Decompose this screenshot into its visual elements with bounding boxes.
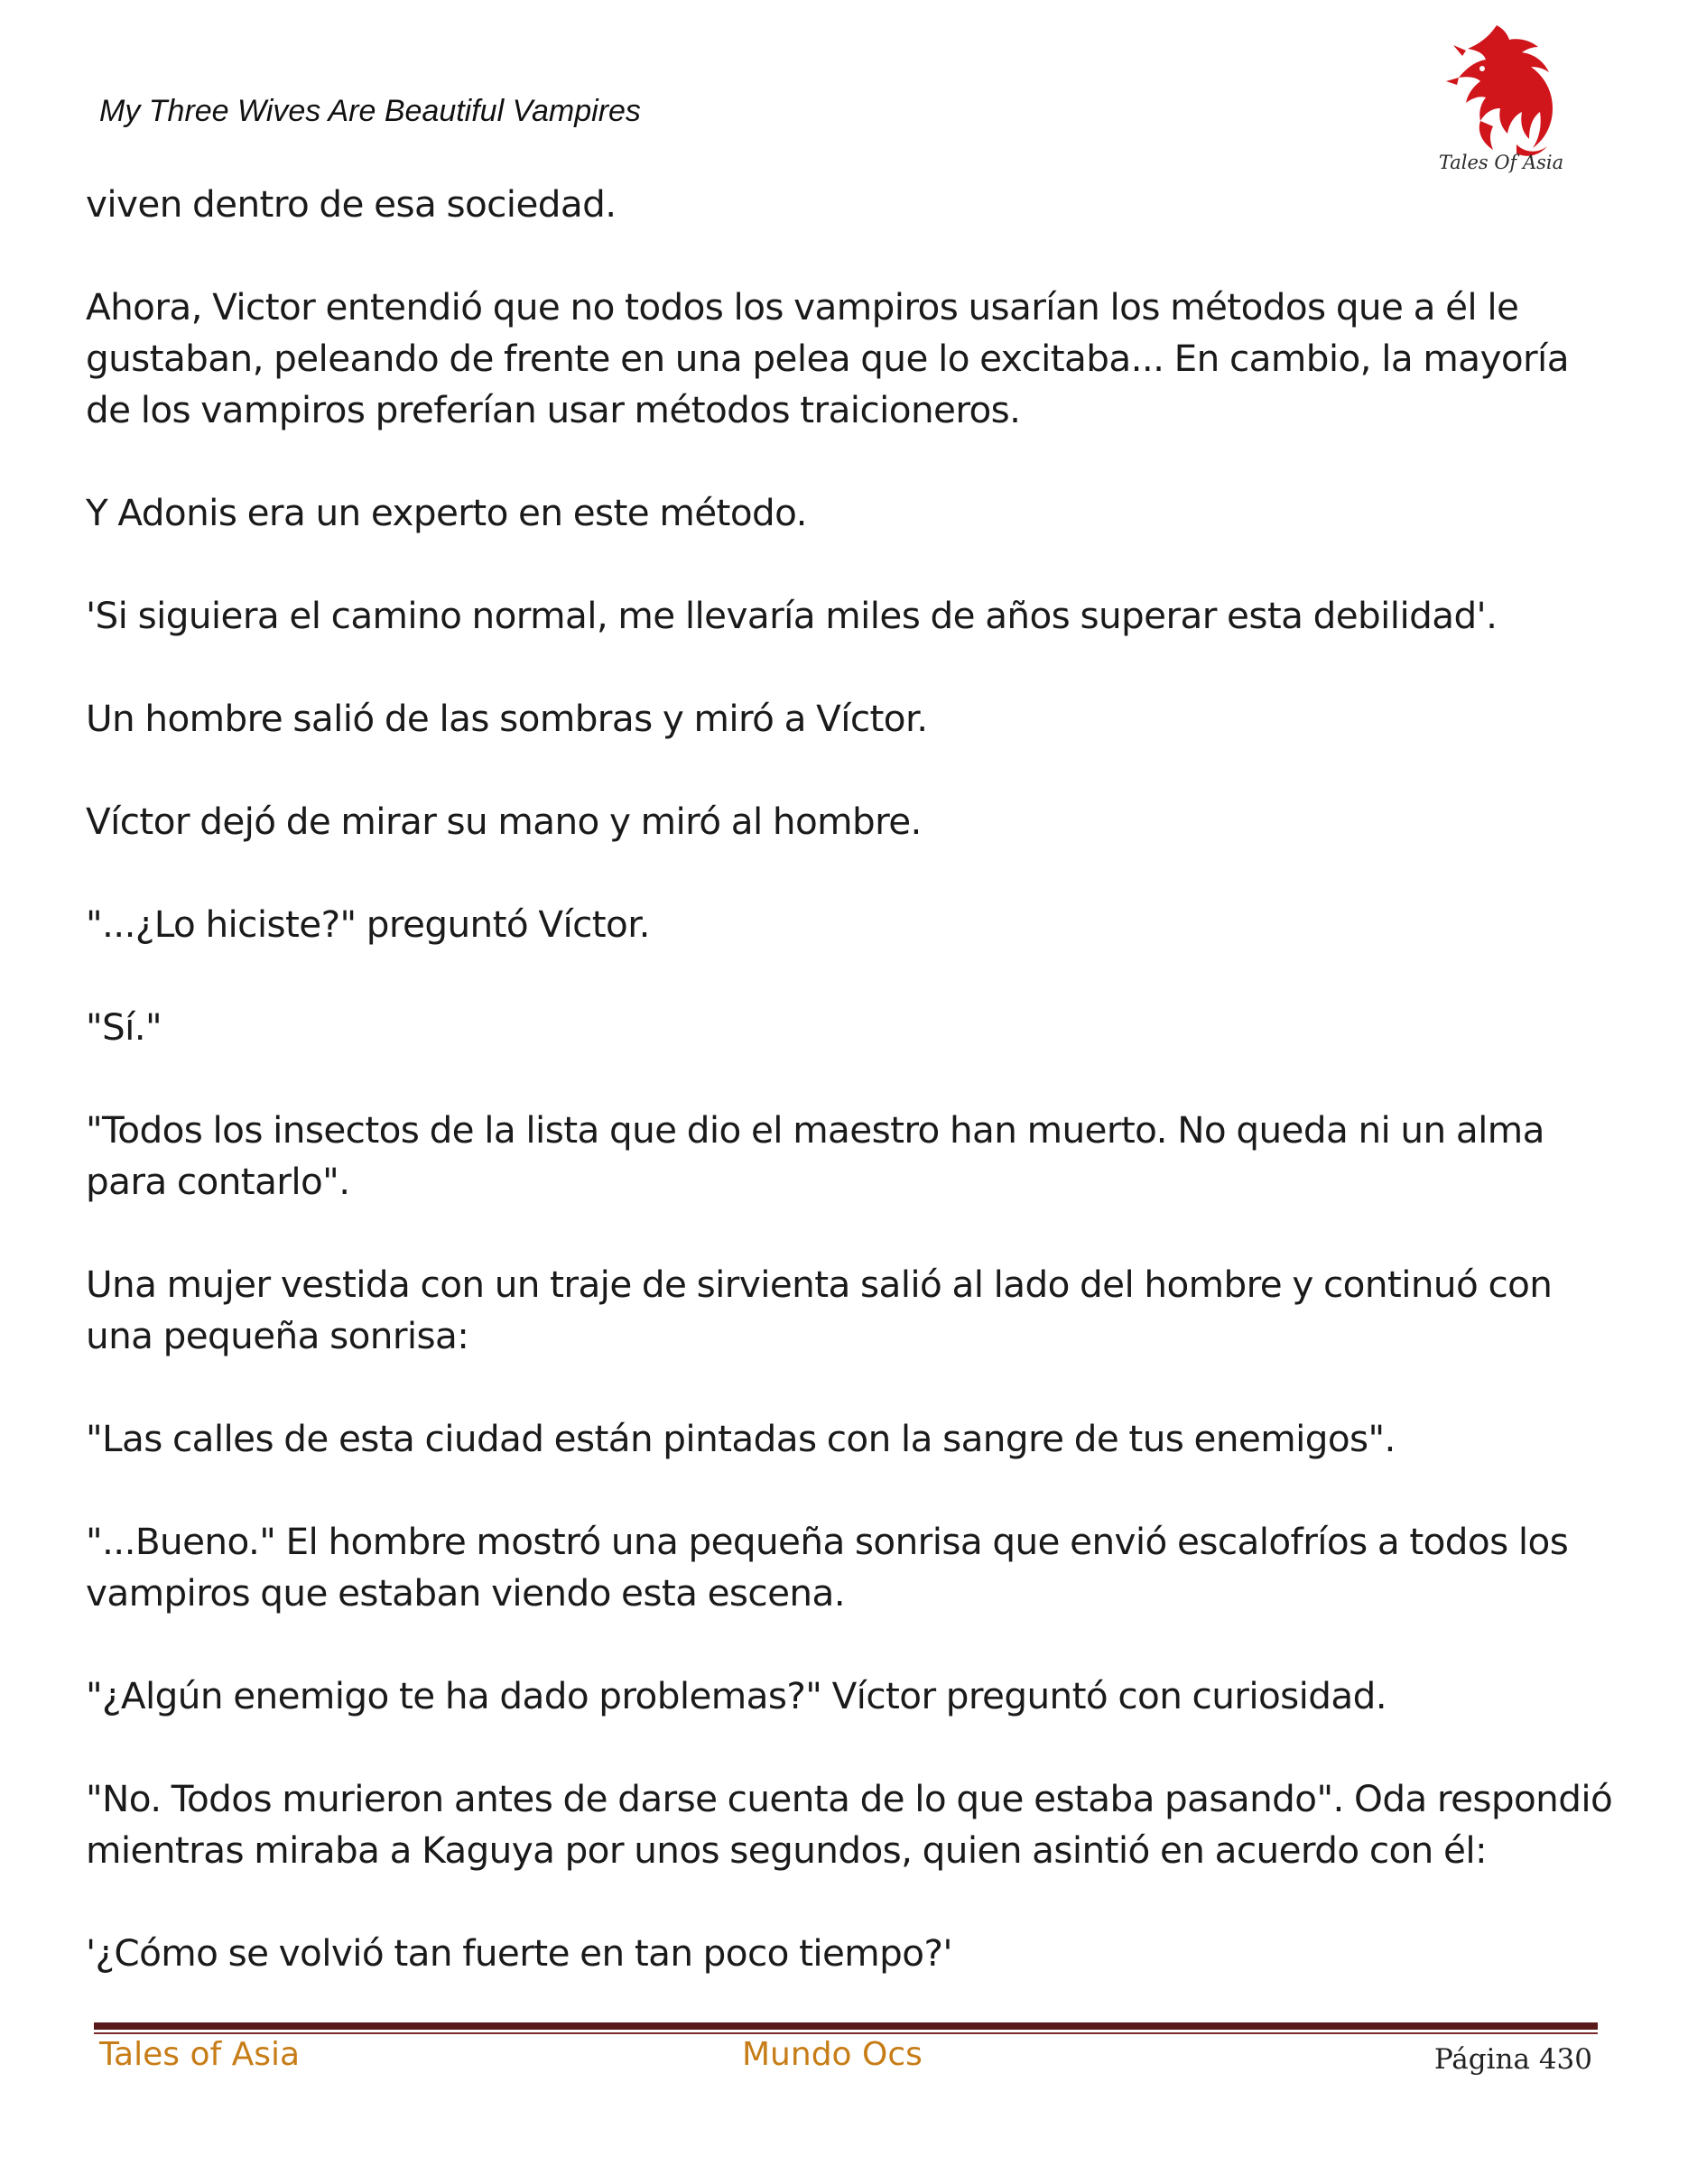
paragraph: Una mujer vestida con un traje de sirvienta salió al lado del hombre y continuó con una pequeña sonrisa: xyxy=(86,1263,1553,1357)
page-number: Página 430 xyxy=(1433,2043,1592,2076)
footer-section-name: Mundo Ocs xyxy=(742,2036,923,2073)
footer-divider-thin xyxy=(94,2032,1598,2034)
book-title: My Three Wives Are Beautiful Vampires xyxy=(99,94,641,128)
paragraph: "Sí." xyxy=(86,1005,162,1049)
logo-caption: Tales Of Asia xyxy=(1438,152,1564,173)
paragraph: Víctor dejó de mirar su mano y miró al hombre. xyxy=(86,800,922,843)
footer-divider xyxy=(94,2022,1598,2030)
paragraph: "Las calles de esta ciudad están pintadas con la sangre de tus enemigos". xyxy=(86,1417,1396,1460)
paragraph: viven dentro de esa sociedad. xyxy=(86,182,617,226)
paragraph: 'Si siguiera el camino normal, me llevaría miles de años superar esta debilidad'. xyxy=(86,594,1498,637)
page-body xyxy=(86,179,1620,2031)
paragraph: "Todos los insectos de la lista que dio el maestro han muerto. No queda ni un alma para contarlo". xyxy=(86,1108,1544,1203)
paragraph: Y Adonis era un experto en este método. xyxy=(86,491,807,534)
paragraph: "...¿Lo hiciste?" preguntó Víctor. xyxy=(86,902,650,946)
paragraph: Un hombre salió de las sombras y miró a Víctor. xyxy=(86,697,928,740)
paragraph: "...Bueno." El hombre mostró una pequeña sonrisa que envió escalofríos a todos los vampiros que estaban viendo esta escena. xyxy=(86,1520,1569,1615)
paragraph: "¿Algún enemigo te ha dado problemas?" Víctor preguntó con curiosidad. xyxy=(86,1674,1387,1717)
footer-site-name: Tales of Asia xyxy=(99,2036,301,2073)
paragraph: Ahora, Victor entendió que no todos los vampiros usarían los métodos que a él le gustaban, peleando de frente en una pelea que lo excitaba... En cambio, la mayoría de los vampiros preferían usar métodos traicioneros. xyxy=(86,285,1569,431)
paragraph: "No. Todos murieron antes de darse cuenta de lo que estaba pasando". Oda respondió mientras miraba a Kaguya por unos segundos, quien asintió en acuerdo con él: xyxy=(86,1777,1613,1872)
paragraph: '¿Cómo se volvió tan fuerte en tan poco tiempo?' xyxy=(86,1931,952,1975)
